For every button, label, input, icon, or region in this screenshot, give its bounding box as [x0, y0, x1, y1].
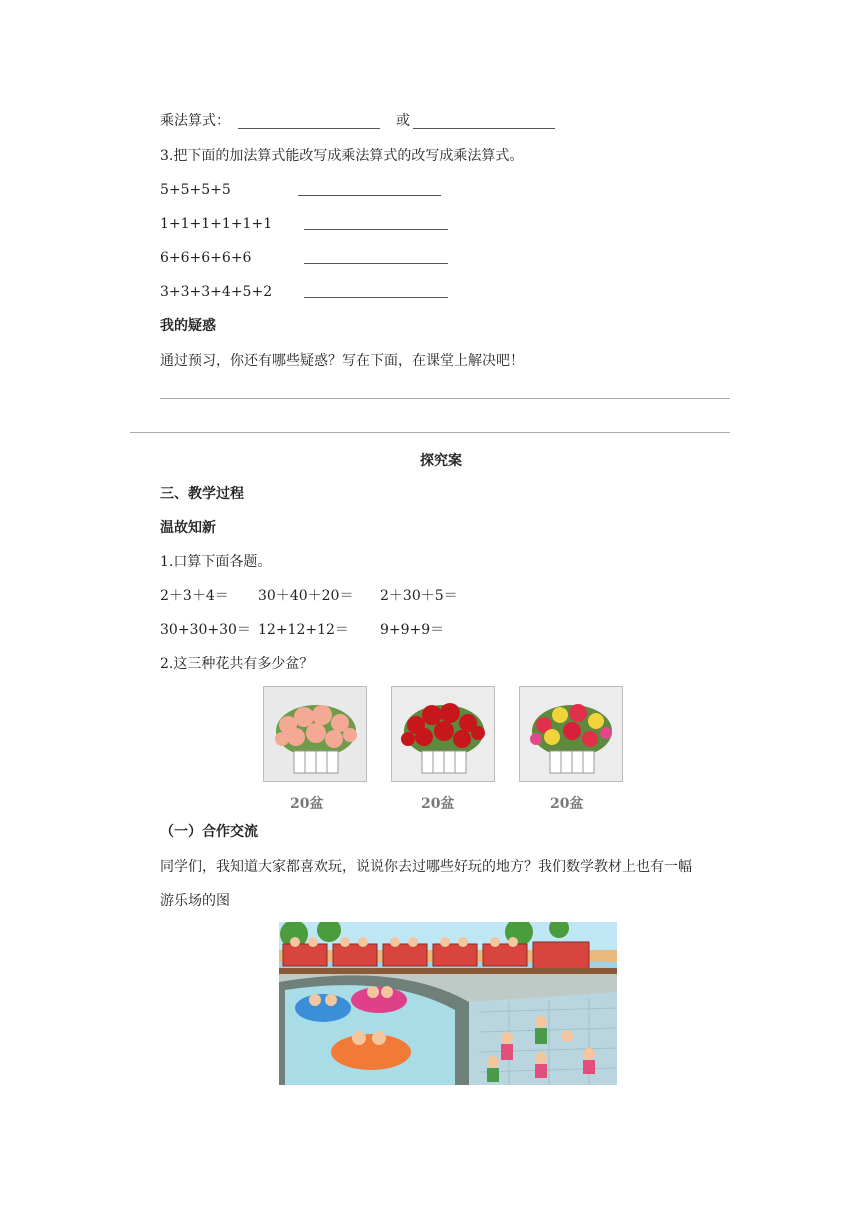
question-3: 3.把下面的加法算式能改写成乘法算式的改写成乘法算式。 — [160, 148, 524, 164]
flower-photo-2 — [391, 686, 495, 782]
calc-1-3: 2＋30＋5＝ — [380, 588, 458, 604]
calc-2-2: 12+12+12＝ — [258, 622, 349, 638]
section-3-heading: 三、教学过程 — [160, 486, 244, 502]
flower-photo-3 — [519, 686, 623, 782]
sum-2-blank[interactable] — [304, 229, 448, 230]
mult-label: 乘法算式： — [160, 113, 230, 129]
question-1: 1.口算下面各题。 — [160, 554, 272, 570]
review-heading: 温故知新 — [160, 520, 216, 536]
coop-heading: （一）合作交流 — [160, 824, 258, 840]
flower-caption-2: 20盆 — [421, 796, 455, 812]
or-label: 或 — [396, 113, 410, 129]
section-divider — [130, 432, 730, 433]
answer-blank-2[interactable] — [413, 128, 555, 129]
sum-3-blank[interactable] — [304, 263, 448, 264]
sum-4-blank[interactable] — [304, 297, 448, 298]
question-2: 2.这三种花共有多少盆？ — [160, 656, 314, 672]
calc-1-2: 30＋40＋20＝ — [258, 588, 354, 604]
flower-photo-1 — [263, 686, 367, 782]
flower-caption-1: 20盆 — [290, 796, 324, 812]
doubts-heading: 我的疑惑 — [160, 318, 216, 334]
doubts-text: 通过预习，你还有哪些疑惑？写在下面，在课堂上解决吧！ — [160, 353, 524, 369]
amusement-park-illustration — [279, 922, 617, 1085]
flower-caption-3: 20盆 — [550, 796, 584, 812]
answer-blank-1[interactable] — [238, 128, 380, 129]
calc-2-3: 9+9+9＝ — [380, 622, 445, 638]
sum-1: 5+5+5+5 — [160, 182, 231, 198]
sum-2: 1+1+1+1+1+1 — [160, 216, 273, 232]
calc-1-1: 2＋3＋4＝ — [160, 588, 229, 604]
coop-paragraph-line-1: 同学们，我知道大家都喜欢玩，说说你去过哪些好玩的地方？我们数学教材上也有一幅 — [160, 859, 692, 875]
sum-3: 6+6+6+6+6 — [160, 250, 252, 266]
sum-4: 3+3+3+4+5+2 — [160, 284, 273, 300]
calc-2-1: 30+30+30＝ — [160, 622, 251, 638]
coop-paragraph-line-2: 游乐场的图 — [160, 893, 230, 909]
explore-title: 探究案 — [420, 453, 462, 469]
doubts-answer-line[interactable] — [160, 398, 730, 399]
sum-1-blank[interactable] — [298, 195, 441, 196]
